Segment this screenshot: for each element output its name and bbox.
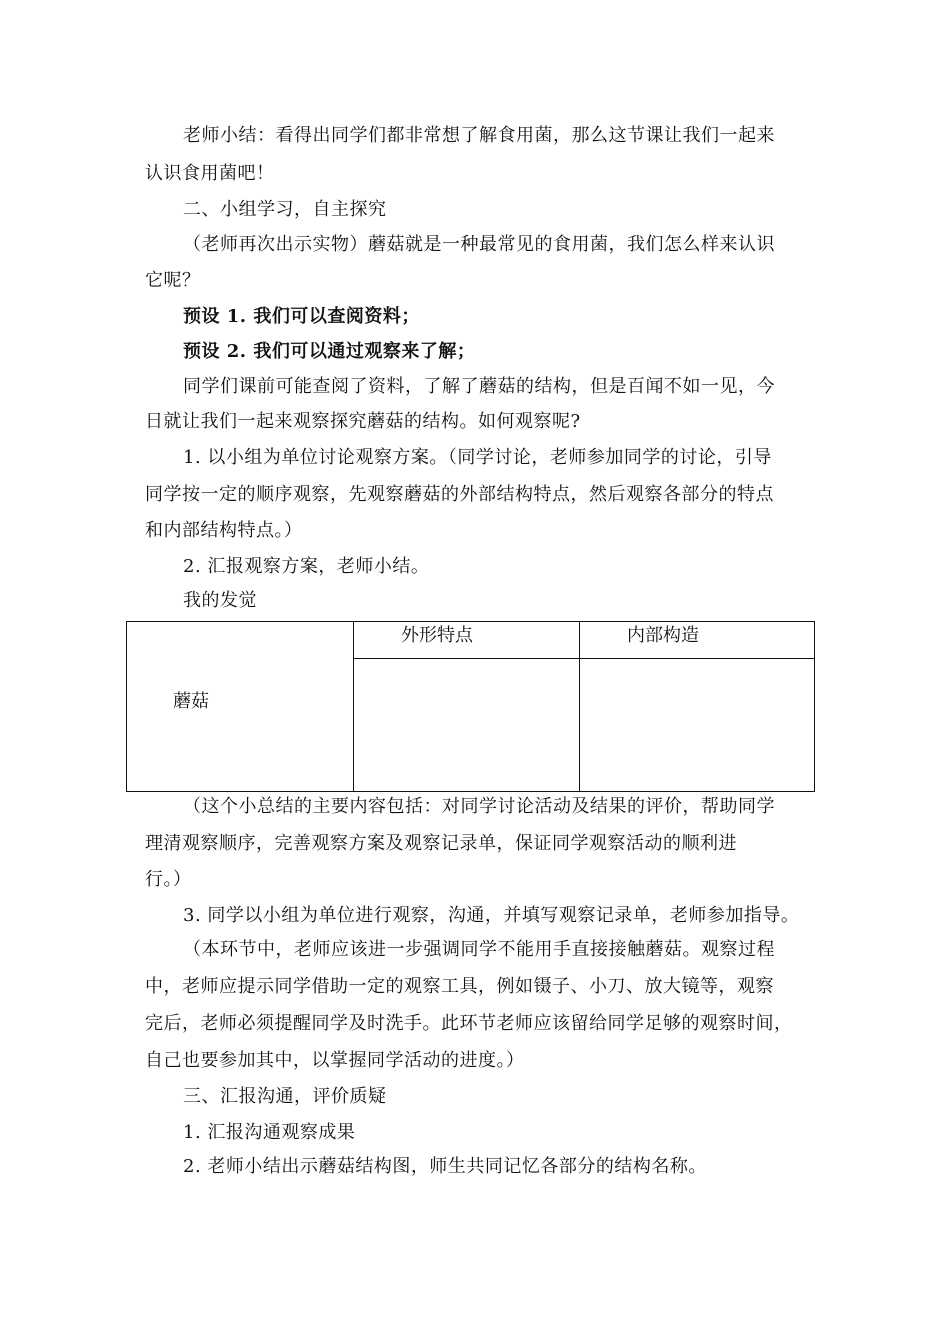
table-header-appearance: 外形特点 — [401, 625, 473, 646]
table-header-internal: 内部构造 — [627, 625, 699, 646]
safety-note-line-1: （本环节中，老师应该进一步强调同学不能用手直接接触蘑菇。观察过程 — [183, 939, 775, 960]
table-divider-1 — [353, 622, 354, 791]
table-divider-2 — [579, 622, 580, 791]
safety-note-line-4: 自己也要参加其中，以掌握同学活动的进度。） — [145, 1050, 525, 1071]
observation-table — [126, 621, 815, 792]
table-row-label: 蘑菇 — [173, 691, 209, 712]
paragraph-preview-line-1: 同学们课前可能查阅了资料，了解了蘑菇的结构，但是百闻不如一见，今 — [183, 376, 775, 397]
step-3: 3. 同学以小组为单位进行观察，沟通，并填写观察记录单，老师参加指导。 — [183, 905, 800, 926]
section-heading-3: 三、汇报沟通，评价质疑 — [183, 1086, 387, 1107]
my-findings-label: 我的发觉 — [183, 590, 257, 611]
step-1-line-3: 和内部结构特点。） — [145, 520, 303, 541]
teacher-summary-line-1: 老师小结：看得出同学们都非常想了解食用菌，那么这节课让我们一起来 — [183, 125, 775, 146]
step-1-line-2: 同学按一定的顺序观察，先观察蘑菇的外部结构特点，然后观察各部分的特点 — [145, 484, 774, 505]
summary-note-line-1: （这个小总结的主要内容包括：对同学讨论活动及结果的评价，帮助同学 — [183, 796, 775, 817]
paragraph-mushroom-line-2: 它呢？ — [145, 270, 201, 291]
paragraph-preview-line-2: 日就让我们一起来观察探究蘑菇的结构。如何观察呢? — [145, 411, 581, 432]
teacher-summary-line-2: 认识食用菌吧！ — [145, 163, 275, 184]
section-3-item-1: 1. 汇报沟通观察成果 — [183, 1122, 356, 1143]
step-2: 2. 汇报观察方案，老师小结。 — [183, 556, 430, 577]
preset-2: 预设 2. 我们可以通过观察来了解； — [183, 341, 476, 362]
table-header-divider — [353, 658, 814, 659]
step-1-line-1: 1. 以小组为单位讨论观察方案。（同学讨论，老师参加同学的讨论，引导 — [183, 447, 772, 468]
section-heading-2: 二、小组学习，自主探究 — [183, 199, 387, 220]
paragraph-mushroom-line-1: （老师再次出示实物）蘑菇就是一种最常见的食用菌，我们怎么样来认识 — [183, 234, 775, 255]
preset-1: 预设 1. 我们可以查阅资料； — [183, 306, 420, 327]
summary-note-line-2: 理清观察顺序，完善观察方案及观察记录单，保证同学观察活动的顺利进 — [145, 833, 737, 854]
section-3-item-2: 2. 老师小结出示蘑菇结构图，师生共同记忆各部分的结构名称。 — [183, 1156, 707, 1177]
summary-note-line-3: 行。） — [145, 869, 192, 890]
safety-note-line-3: 完后，老师必须提醒同学及时洗手。此环节老师应该留给同学足够的观察时间， — [145, 1013, 793, 1034]
safety-note-line-2: 中，老师应提示同学借助一定的观察工具，例如镊子、小刀、放大镜等，观察 — [145, 976, 774, 997]
